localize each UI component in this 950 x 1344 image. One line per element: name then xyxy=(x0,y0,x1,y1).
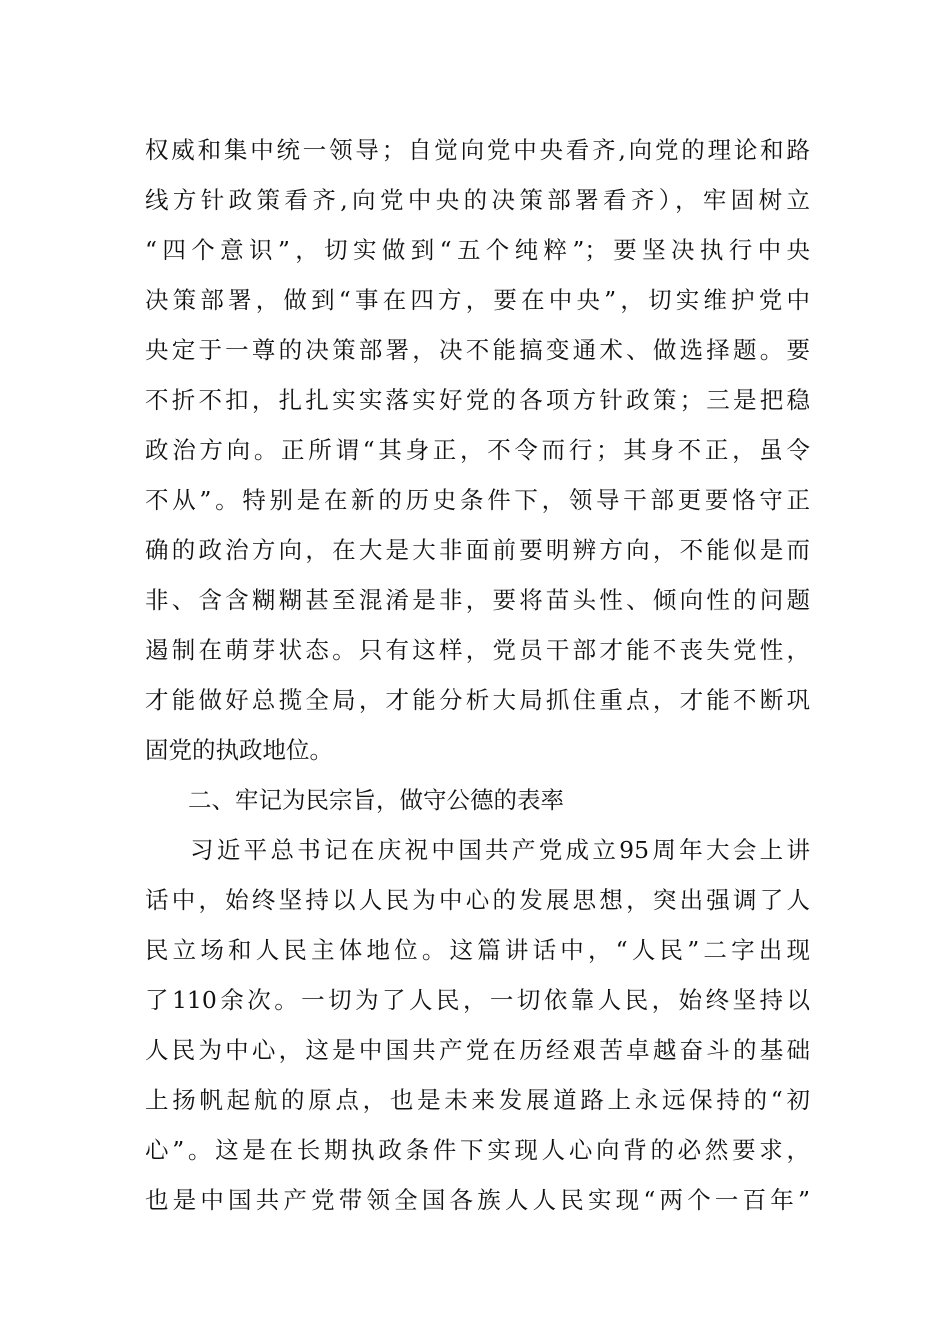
text-line-9: 确的政治方向，在大是大非面前要明辨方向，不能似是而 xyxy=(145,536,810,564)
text-line-4: 决策部署，做到“事在四方，要在中央”，切实维护党中 xyxy=(145,286,810,314)
text-line-20: 上扬帆起航的原点，也是未来发展道路上永远保持的“初 xyxy=(145,1086,810,1114)
text-line-17: 民立场和人民主体地位。这篇讲话中，“人民”二字出现 xyxy=(145,936,810,964)
text-line-3: “四个意识”，切实做到“五个纯粹”；要坚决执行中央 xyxy=(145,236,810,264)
text-line-18: 了110余次。一切为了人民，一切依靠人民，始终坚持以 xyxy=(145,986,810,1014)
text-line-21: 心”。这是在长期执政条件下实现人心向背的必然要求， xyxy=(145,1136,810,1164)
section-heading: 二、牢记为民宗旨，做守公德的表率 xyxy=(188,786,564,814)
text-line-12: 才能做好总揽全局，才能分析大局抓住重点，才能不断巩 xyxy=(145,686,810,714)
text-line-5: 央定于一尊的决策部署，决不能搞变通术、做选择题。要 xyxy=(145,336,810,364)
text-line-19: 人民为中心，这是中国共产党在历经艰苦卓越奋斗的基础 xyxy=(145,1036,810,1064)
text-line-11: 遏制在萌芽状态。只有这样，党员干部才能不丧失党性， xyxy=(145,636,810,664)
text-line-16: 话中，始终坚持以人民为中心的发展思想，突出强调了人 xyxy=(145,886,810,914)
text-line-13: 固党的执政地位。 xyxy=(145,736,333,764)
text-line-6: 不折不扣，扎扎实实落实好党的各项方针政策；三是把稳 xyxy=(145,386,810,414)
text-line-22: 也是中国共产党带领全国各族人人民实现“两个一百年” xyxy=(145,1186,810,1214)
text-line-10: 非、含含糊糊甚至混淆是非，要将苗头性、倾向性的问题 xyxy=(145,586,810,614)
text-line-7: 政治方向。正所谓“其身正，不令而行；其身不正，虽令 xyxy=(145,436,810,464)
text-line-8: 不从”。特别是在新的历史条件下，领导干部更要恪守正 xyxy=(145,486,810,514)
text-line-1: 权威和集中统一领导；自觉向党中央看齐,向党的理论和路 xyxy=(145,136,810,164)
text-line-15: 习近平总书记在庆祝中国共产党成立95周年大会上讲 xyxy=(190,836,810,864)
text-line-2: 线方针政策看齐,向党中央的决策部署看齐），牢固树立 xyxy=(145,186,810,214)
